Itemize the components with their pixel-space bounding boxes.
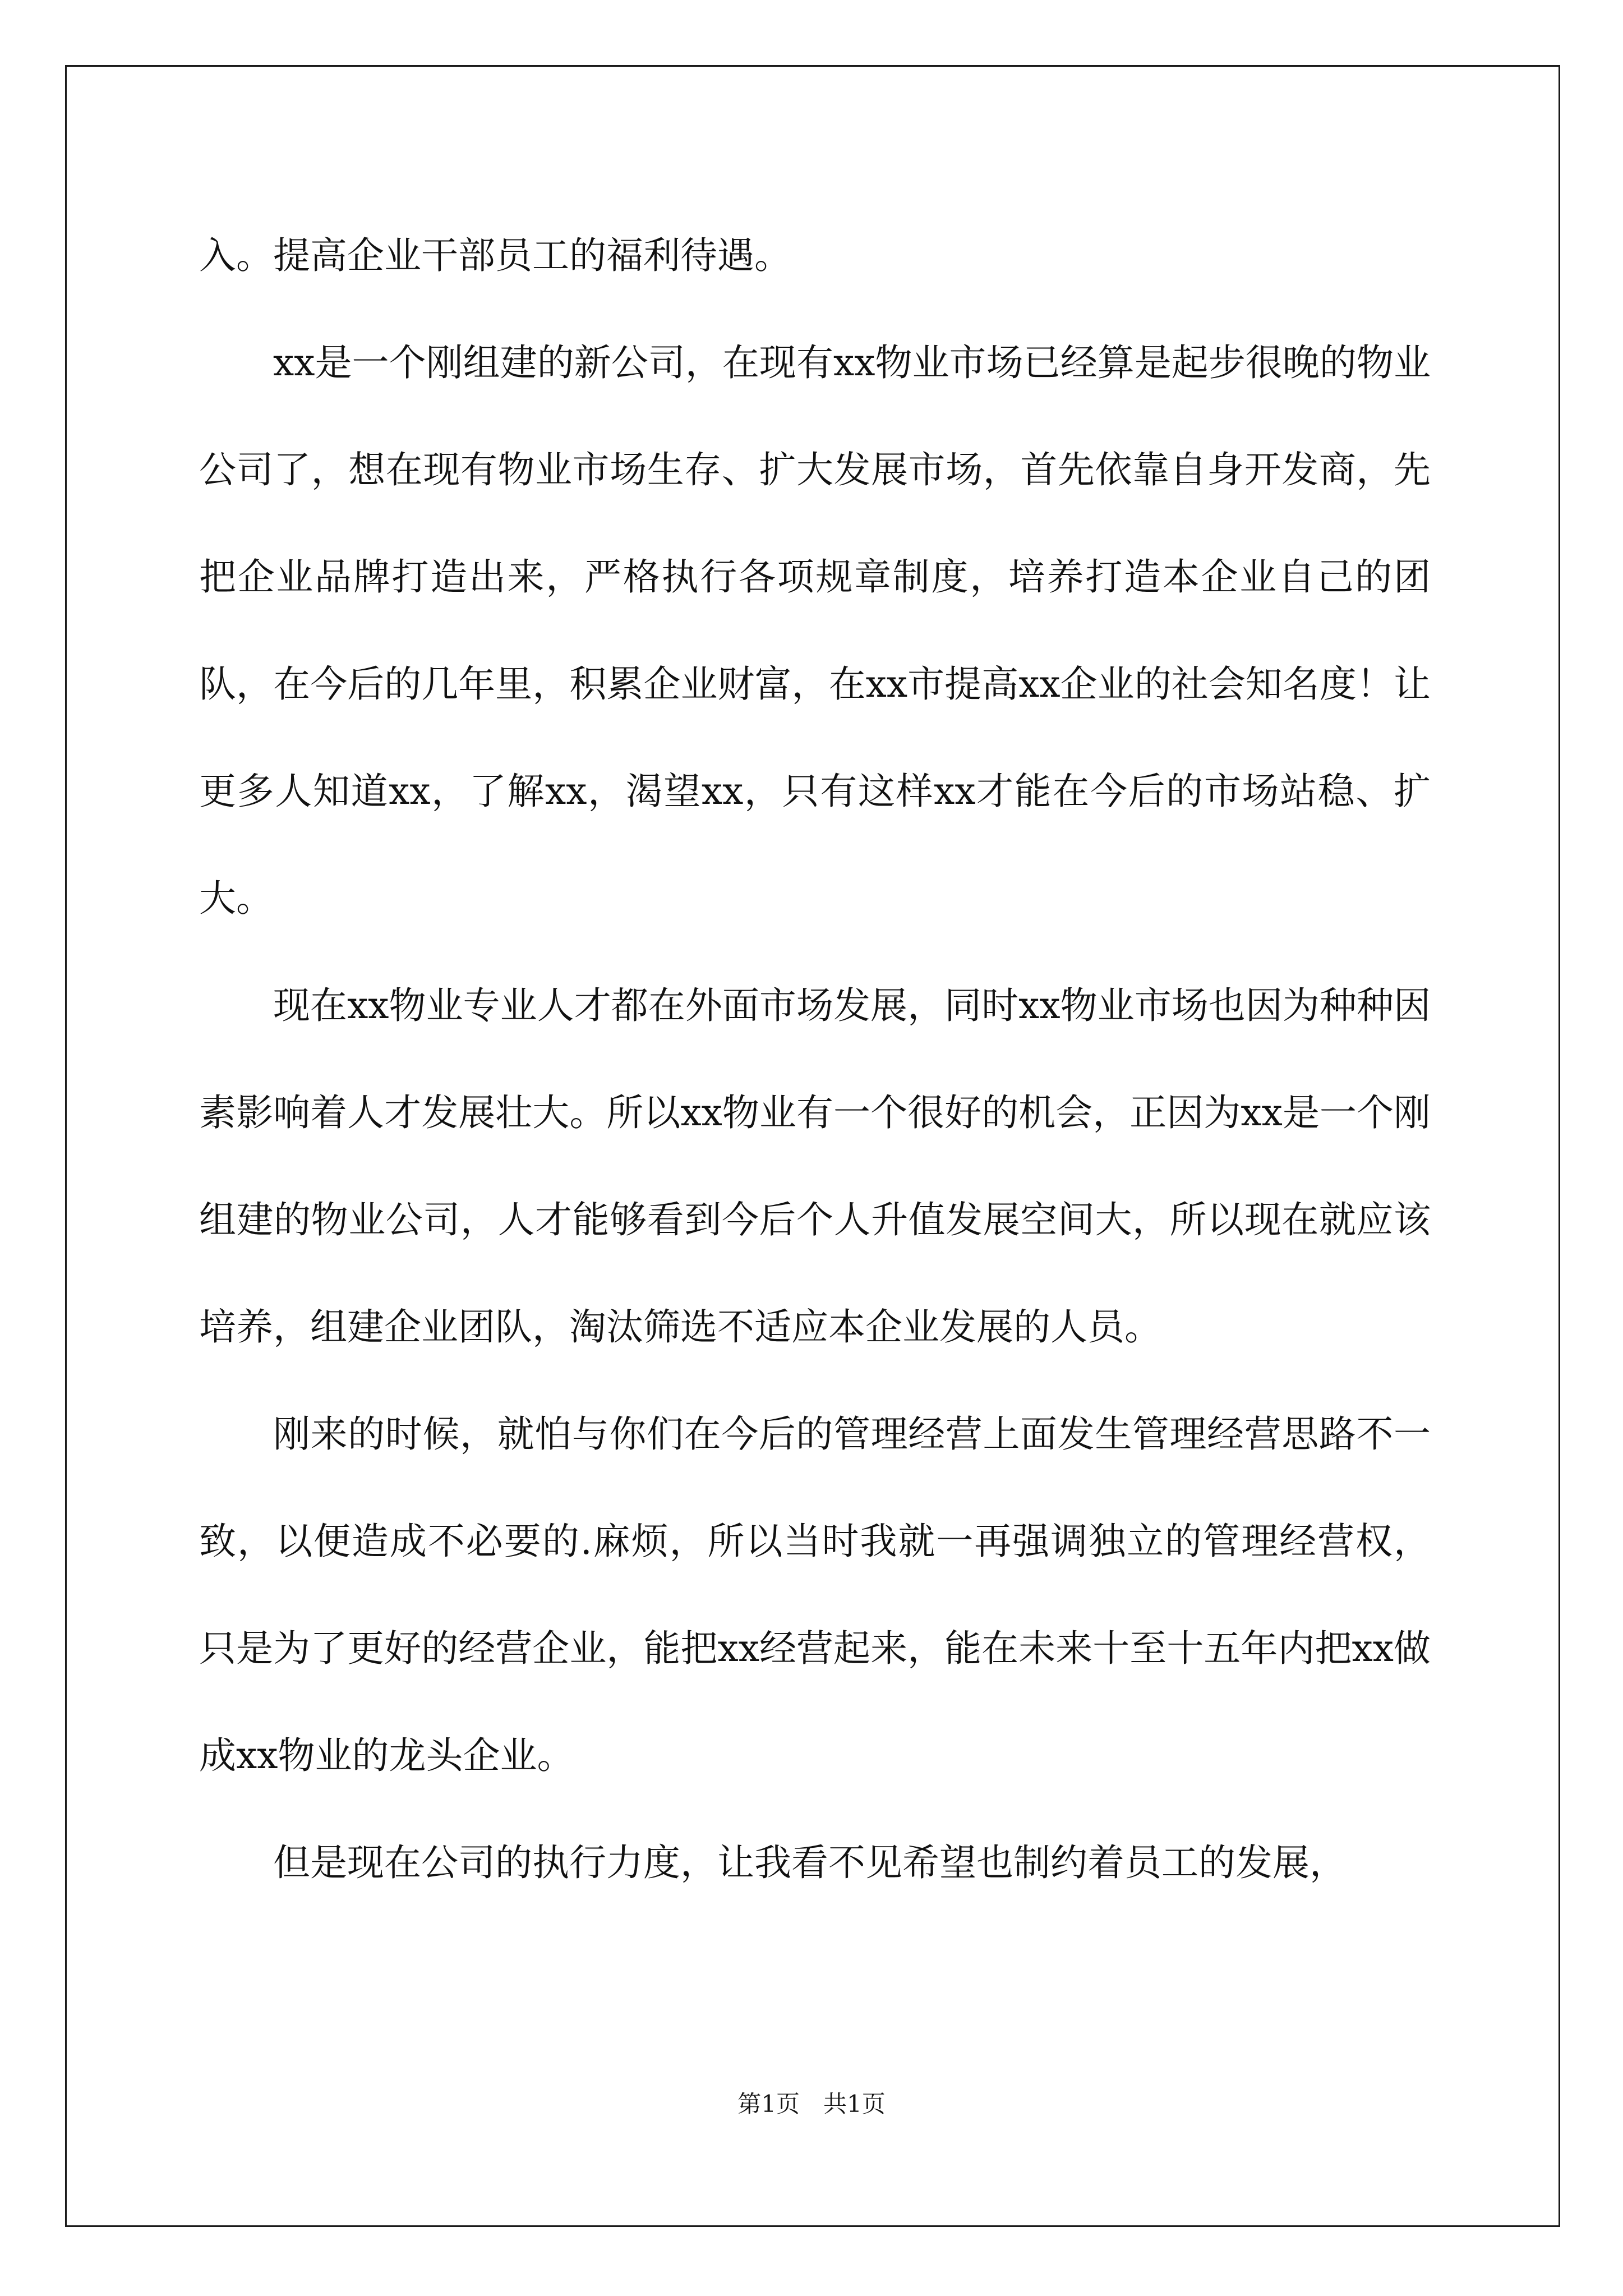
document-body: [199, 202, 1431, 1916]
paragraph-3: 现在xx物业专业人才都在外面市场发展，同时xx物业市场也因为种种因素影响着人才发展壮大。所以xx物业有一个很好的机会，正因为xx是一个刚组建的物业公司，人才能够看到今后个人升值发展空间大，所以现在就应该培养，组建企业团队，淘汰筛选不适应本企业发展的人员。: [199, 984, 1431, 1349]
paragraph-1: 入。提高企业干部员工的福利待遇。: [199, 234, 791, 277]
paragraph-5: 但是现在公司的执行力度，让我看不见希望也制约着员工的发展，: [273, 1841, 1347, 1884]
paragraph-2: xx是一个刚组建的新公司，在现有xx物业市场已经算是起步很晚的物业公司了，想在现有物业市场生存、扩大发展市场，首先依靠自身开发商，先把企业品牌打造出来，严格执行各项规章制度，培养打造本企业自己的团队，在今后的几年里，积累企业财富，在xx市提高xx企业的社会知名度！让更多人知道xx，了解xx，渴望xx，只有这样xx才能在今后的市场站稳、扩大。: [199, 341, 1431, 920]
paragraph-4: 刚来的时候，就怕与你们在今后的管理经营上面发生管理经营思路不一致，以便造成不必要的.麻烦，所以当时我就一再强调独立的管理经营权，只是为了更好的经营企业，能把xx经营起来，能在未来十至十五年内把xx做成xx物业的龙头企业。: [199, 1412, 1431, 1777]
page-number-footer: 第1页 共1页: [737, 2090, 886, 2118]
